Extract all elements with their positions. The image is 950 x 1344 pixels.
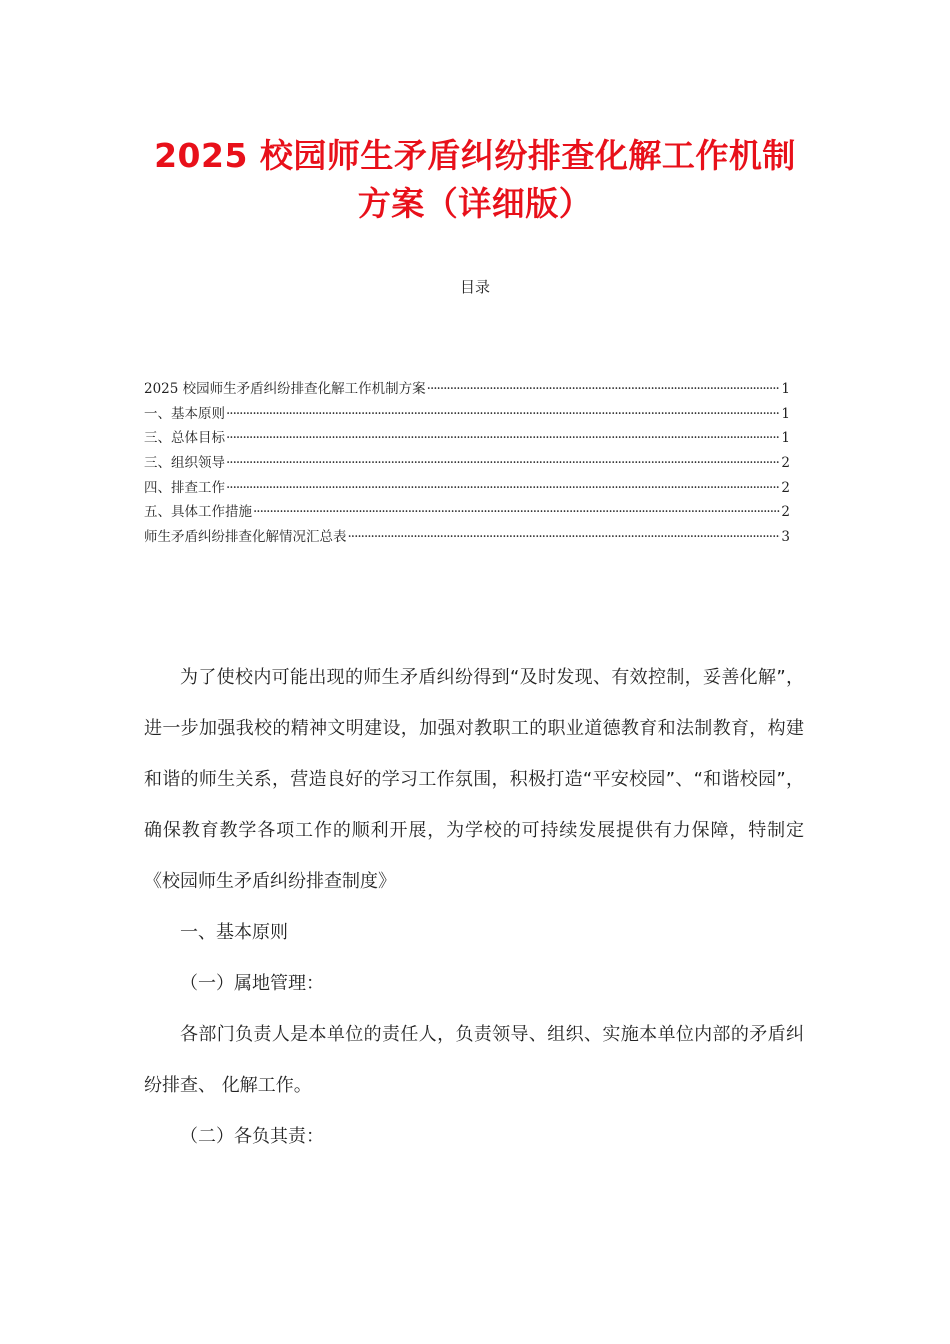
toc-entry-label: 四、排查工作 [144,479,225,496]
toc-entry-page: 2 [781,504,790,521]
table-of-contents [144,377,790,550]
toc-entry-label: 2025 校园师生矛盾纠纷排查化解工作机制方案 [144,381,426,397]
toc-leader-dots [226,480,780,496]
toc-entry-page: 1 [781,430,790,447]
toc-entry-page: 1 [781,405,790,422]
toc-entry-label: 三、总体目标 [144,430,225,447]
toc-entry-page: 1 [781,381,790,397]
intro-paragraph: 为了使校内可能出现的师生矛盾纠纷得到“及时发现、有效控制，妥善化解”，进一步加强我校的精神文明建设，加强对教职工的职业道德教育和法制教育，构建和谐的师生关系，营造良好的学习工作氛围，积极打造“平安校园”、“和谐校园”，确保教育教学各项工作的顺利开展，为学校的可持续发展提供有力保障，特制定《校园师生矛盾纠纷排查制度》 [144,667,804,892]
toc-leader-dots [226,406,780,422]
toc-entry-page: 2 [781,455,790,472]
territorial-management-paragraph: 各部门负责人是本单位的责任人，负责领导、组织、实施本单位内部的矛盾纠纷排查、 化解工作。 [144,1024,804,1096]
toc-leader-dots [348,529,781,545]
toc-entry-page: 3 [781,529,790,546]
toc-entry-page: 2 [781,479,790,496]
document-body [144,652,804,1162]
subsection-heading-responsibilities: （二）各负其责： [180,1126,324,1147]
toc-entry-label: 五、具体工作措施 [144,504,252,521]
toc-leader-dots [427,381,781,397]
toc-entry-label: 一、基本原则 [144,405,225,422]
toc-entry[interactable] [144,377,790,402]
toc-entry[interactable] [144,476,790,501]
toc-entry[interactable] [144,525,790,550]
toc-entry[interactable] [144,426,790,451]
toc-entry-label: 师生矛盾纠纷排查化解情况汇总表 [144,529,347,546]
document-title-line-2: 方案（详细版） [357,184,593,223]
toc-entry[interactable] [144,402,790,427]
toc-leader-dots [253,504,780,520]
subsection-heading-territorial-management: （一）属地管理： [180,973,324,994]
toc-leader-dots [226,455,780,471]
toc-entry-label: 三、组织领导 [144,455,225,472]
toc-heading: 目录 [459,278,490,296]
toc-leader-dots [226,430,780,446]
toc-entry[interactable] [144,500,790,525]
document-title-line-1: 2025 校园师生矛盾纠纷排查化解工作机制 [154,136,796,175]
toc-entry[interactable] [144,451,790,476]
section-heading-basic-principles: 一、基本原则 [180,922,288,943]
